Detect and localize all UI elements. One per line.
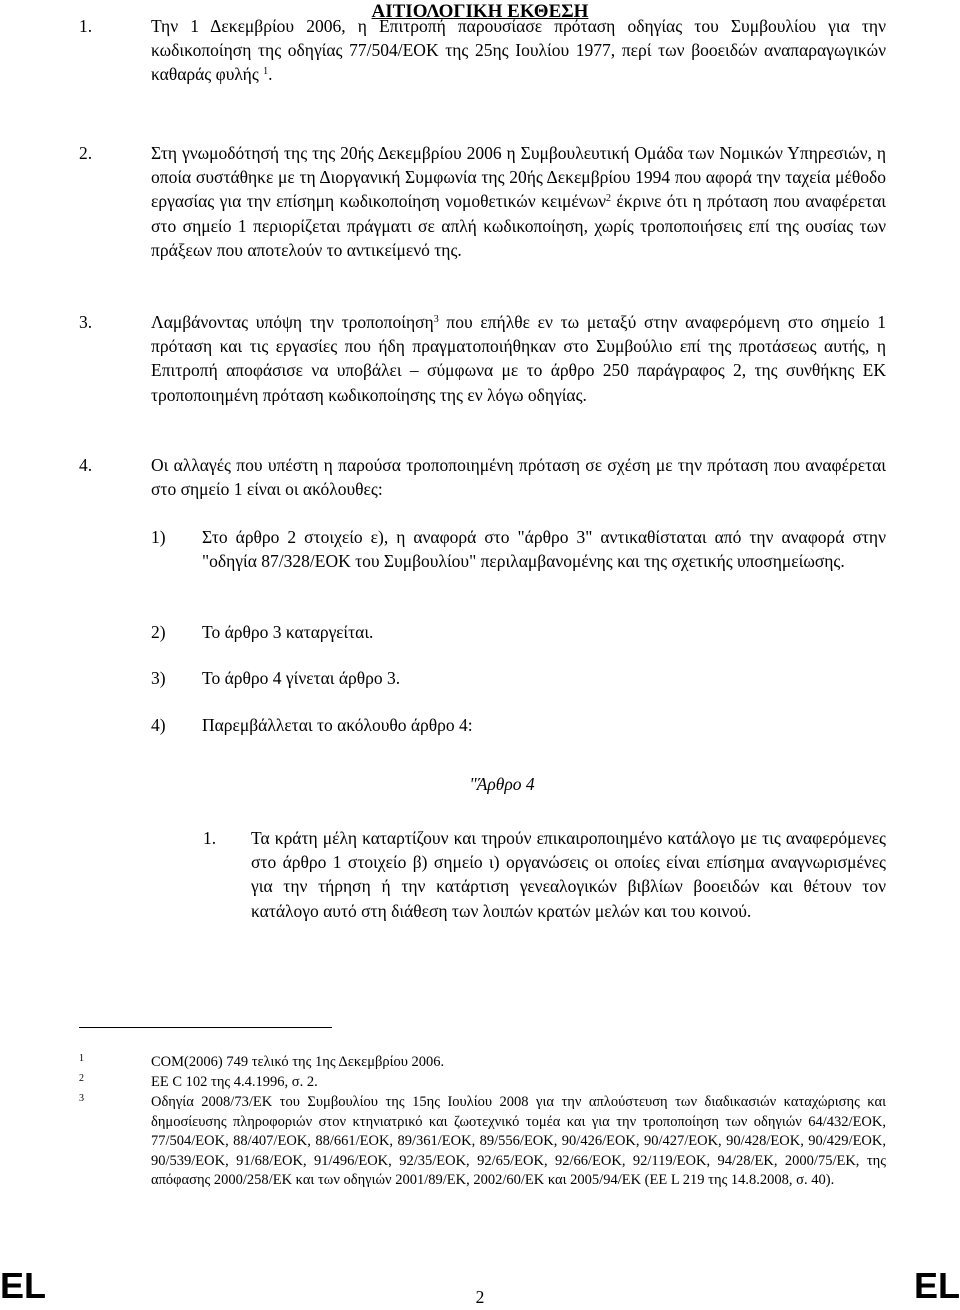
footnote-ref[interactable]: 3	[433, 314, 439, 325]
article-paragraph-number: 1.	[203, 828, 217, 848]
document-title: ΑΙΤΙΟΛΟΓΙΚΗ ΕΚΘΕΣΗ	[371, 1, 589, 22]
paragraph-1	[79, 14, 886, 87]
list-item-text: Το άρθρο 4 γίνεται άρθρο 3.	[202, 668, 401, 688]
article-title	[0, 774, 960, 795]
list-item	[151, 713, 886, 737]
paragraph-3	[79, 310, 886, 407]
paragraph-2	[79, 141, 886, 262]
footnote	[79, 1093, 886, 1191]
list-item	[151, 525, 886, 573]
list-item-text: Παρεμβάλλεται το ακόλουθο άρθρο 4:	[202, 715, 473, 735]
article-paragraph	[203, 826, 886, 923]
footer-language-right: EL	[913, 1265, 960, 1306]
paragraph-text: Στη γνωμοδότησή της της 20ής Δεκεμβρίου 2006 η Συμβουλευτική Ομάδα των Νομικών Υπηρεσιών, η οποία συστάθηκε με τη Διοργανική Συμφωνία της 20ής Δεκεμβρίου 1994 που αφορά την ταχεία μέθοδο εργασίας για την επίσημη κωδικοποίηση νομοθετικών κειμένων	[151, 143, 886, 212]
list-item-text: Το άρθρο 3 καταργείται.	[202, 622, 374, 642]
footnote-number: 1	[79, 1053, 84, 1064]
article-title-text: "Άρθρο 4	[469, 774, 535, 794]
list-item-number: 1)	[151, 527, 166, 547]
footnote	[79, 1073, 886, 1093]
footnote-number: 3	[79, 1093, 84, 1104]
paragraph-number: 1.	[79, 16, 93, 36]
page-number: 2	[475, 1287, 485, 1307]
paragraph-text-cont: που επήλθε εν τω μεταξύ στην αναφερόμενη στο σημείο 1 πρόταση και τις εργασίες που ήδη πραγματοποιήθηκαν στο Συμβούλιο επί της προτάσεως αυτής, η Επιτροπή αποφάσισε να υποβάλει – σύμφωνα με το άρθρο 250 παράγραφος 2, της συνθήκης ΕΚ τροποποιημένη πρόταση κωδικοποίησης της εν λόγω οδηγίας.	[151, 312, 886, 405]
footnote-ref[interactable]: 1	[263, 66, 269, 78]
paragraph-number: 4.	[79, 455, 93, 475]
footnote-text: Οδηγία 2008/73/ΕΚ του Συμβουλίου της 15ης Ιουλίου 2008 για την απλούστευση των διαδικασιών καταχώρισης και δημοσίευσης πληροφοριών στον κτηνιατρικό και ζωοτεχνικό τομέα και για την τροποποίηση των οδηγιών 64/432/ΕΟΚ, 77/504/ΕΟΚ, 88/407/ΕΟΚ, 88/661/ΕΟΚ, 89/361/ΕΟΚ, 89/556/ΕΟΚ, 90/426/ΕΟΚ, 90/427/ΕΟΚ, 90/428/ΕΟΚ, 90/429/ΕΟΚ, 90/539/ΕΟΚ, 91/68/ΕΟΚ, 91/496/ΕΟΚ, 92/35/ΕΟΚ, 92/65/ΕΟΚ, 92/66/ΕΟΚ, 92/119/ΕΟΚ, 94/28/ΕΚ, 2000/75/ΕΚ, της απόφασης 2000/258/ΕΚ και των οδηγιών 2001/89/ΕΚ, 2002/60/ΕΚ και 2005/94/ΕΚ (ΕΕ L 219 της 14.8.2008, σ. 40).	[151, 1094, 886, 1188]
article-paragraph-text: Τα κράτη μέλη καταρτίζουν και τηρούν επικαιροποιημένο κατάλογο με τις αναφερόμενες στο άρθρο 1 στοιχείο β) σημείο ι) οργανώσεις οι οποίες είναι επίσημα αναγνωρισμένες για την τήρηση ή την κατάρτιση γενεαλογικών βιβλίων βοοειδών και θέτουν τον κατάλογο αυτό στη διάθεση των λοιπών κρατών μελών και του κοινού.	[251, 828, 886, 921]
footnote-text: COM(2006) 749 τελικό της 1ης Δεκεμβρίου 2006.	[151, 1054, 445, 1070]
footnote-number: 2	[79, 1073, 84, 1084]
paragraph-number: 2.	[79, 143, 93, 163]
paragraph-4	[79, 453, 886, 501]
list-item-number: 3)	[151, 668, 166, 688]
footnote-ref[interactable]: 2	[606, 193, 612, 205]
footnote	[79, 1053, 886, 1073]
list-item-number: 4)	[151, 715, 166, 735]
footer-language-left: EL	[0, 1265, 47, 1306]
footnote-separator	[79, 1027, 332, 1028]
paragraph-text-cont: έκρινε ότι η πρόταση που αναφέρεται στο σημείο 1 περιορίζεται πράγματι σε απλή κωδικοποίηση, χωρίς τροποποιήσεις επί της ουσίας των πράξεων που αποτελούν το αντικείμενό της.	[151, 191, 887, 260]
list-item-number: 2)	[151, 622, 166, 642]
paragraph-text: Λαμβάνοντας υπόψη την τροποποίηση	[151, 312, 434, 332]
paragraph-number: 3.	[79, 312, 93, 332]
list-item	[151, 666, 886, 690]
paragraph-text: Οι αλλαγές που υπέστη η παρούσα τροποποιημένη πρόταση σε σχέση με την πρόταση που αναφέρεται στο σημείο 1 είναι οι ακόλουθες:	[151, 455, 886, 500]
paragraph-tail: .	[268, 64, 273, 85]
list-item-text: Στο άρθρο 2 στοιχείο ε), η αναφορά στο "άρθρο 3" αντικαθίσταται από την αναφορά στην "οδηγία 87/328/ΕΟΚ του Συμβουλίου" περιλαμβανομένης και της σχετικής υποσημείωσης.	[202, 527, 886, 572]
paragraph-text: Την 1 Δεκεμβρίου 2006, η Επιτροπή παρουσίασε πρόταση οδηγίας του Συμβουλίου για την κωδικοποίηση της οδηγίας 77/504/ΕΟΚ της 25ης Ιουλίου 1977, περί των βοοειδών αναπαραγωγικών καθαράς φυλής	[151, 16, 886, 85]
footnote-text: ΕΕ C 102 της 4.4.1996, σ. 2.	[151, 1074, 318, 1090]
list-item	[151, 620, 886, 644]
